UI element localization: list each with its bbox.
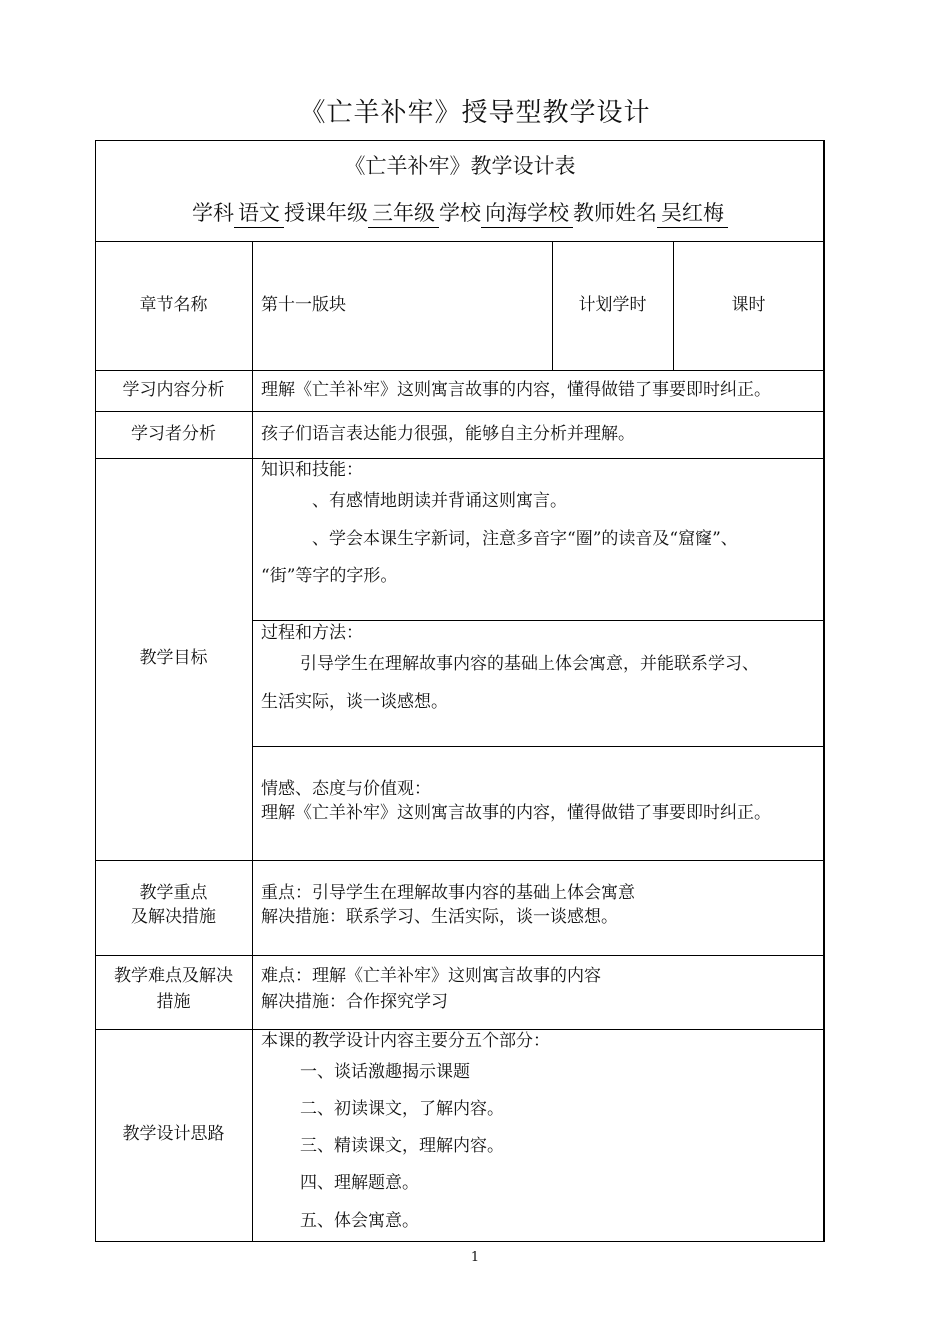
process-item-1-cont: 生活实际，谈一谈感想。 xyxy=(261,692,448,712)
row-divider xyxy=(95,955,824,956)
row-divider xyxy=(95,241,824,242)
design-step: 五、体会寓意。 xyxy=(300,1211,419,1231)
grade-value: 三年级 xyxy=(368,197,439,228)
design-ideas-label: 教学设计思路 xyxy=(122,1124,225,1144)
page-number: 1 xyxy=(470,1250,480,1265)
design-step: 一、谈话激趣揭示课题 xyxy=(300,1062,470,1082)
key-points-label-2: 及解决措施 xyxy=(131,907,216,927)
hours-unit-label: 课时 xyxy=(731,295,766,315)
key-point: 重点：引导学生在理解故事内容的基础上体会寓意 xyxy=(261,883,635,903)
row-divider xyxy=(95,1029,824,1030)
difficult-point: 难点：理解《亡羊补牢》这则寓言故事的内容 xyxy=(261,966,601,986)
content-analysis-label: 学习内容分析 xyxy=(122,380,225,400)
subject-value: 语文 xyxy=(234,197,284,228)
chapter-value: 第十一版块 xyxy=(261,295,346,315)
column-divider xyxy=(252,241,253,1242)
row-divider xyxy=(95,411,824,412)
process-item-1: 引导学生在理解故事内容的基础上体会寓意，并能联系学习、 xyxy=(300,654,759,674)
table-title: 《亡羊补牢》教学设计表 xyxy=(344,154,576,178)
knowledge-item-1: 、有感情地朗读并背诵这则寓言。 xyxy=(312,491,567,511)
knowledge-item-2-cont: “街”等字的字形。 xyxy=(261,566,398,586)
grade-label: 授课年级 xyxy=(284,201,368,225)
planned-hours-label: 计划学时 xyxy=(578,295,647,315)
learner-analysis-value: 孩子们语言表达能力很强，能够自主分析并理解。 xyxy=(261,424,635,444)
teacher-label: 教师姓名 xyxy=(573,201,657,225)
key-point-solution: 解决措施：联系学习、生活实际，谈一谈感想。 xyxy=(261,907,618,927)
knowledge-heading: 知识和技能： xyxy=(261,460,363,480)
difficult-point-solution: 解决措施：合作探究学习 xyxy=(261,992,448,1012)
emotion-item-1: 理解《亡羊补牢》这则寓言故事的内容，懂得做错了事要即时纠正。 xyxy=(261,803,771,823)
school-label: 学校 xyxy=(439,201,481,225)
design-step: 四、理解题意。 xyxy=(300,1173,419,1193)
row-divider xyxy=(95,458,824,459)
difficult-points-label: 教学难点及解决 xyxy=(114,966,233,986)
subject-label: 学科 xyxy=(192,201,234,225)
subrow-divider xyxy=(252,746,824,747)
design-step: 二、初读课文，了解内容。 xyxy=(300,1099,504,1119)
learner-analysis-label: 学习者分析 xyxy=(131,424,216,444)
objectives-label: 教学目标 xyxy=(139,648,208,668)
design-step: 三、精读课文，理解内容。 xyxy=(300,1136,504,1156)
key-points-label: 教学重点 xyxy=(139,883,208,903)
row-divider xyxy=(95,860,824,861)
school-value: 向海学校 xyxy=(481,197,573,228)
chapter-label: 章节名称 xyxy=(139,295,208,315)
difficult-points-label-2: 措施 xyxy=(156,992,191,1012)
row-divider xyxy=(95,370,824,371)
process-heading: 过程和方法： xyxy=(261,623,363,643)
knowledge-item-2: 、学会本课生字新词，注意多音字“圈”的读音及“窟窿”、 xyxy=(312,529,738,549)
content-analysis-value: 理解《亡羊补牢》这则寓言故事的内容，懂得做错了事要即时纠正。 xyxy=(261,380,771,400)
design-ideas-intro: 本课的教学设计内容主要分五个部分： xyxy=(261,1031,550,1051)
emotion-heading: 情感、态度与价值观： xyxy=(261,779,431,799)
subrow-divider xyxy=(252,620,824,621)
teacher-value: 吴红梅 xyxy=(657,197,728,228)
course-info-line xyxy=(95,197,825,228)
document-title: 《亡羊补牢》授导型教学设计 xyxy=(299,98,651,128)
